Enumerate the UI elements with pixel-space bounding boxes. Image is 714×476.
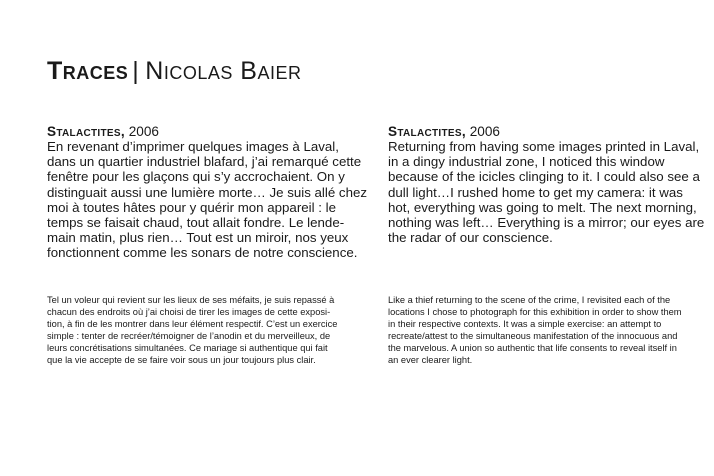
exhibition-statement-fr (47, 294, 372, 367)
text-line: moi à toutes hâtes pour y quérir mon appareil : le (47, 199, 336, 215)
text-line: locations I chose to photograph for this exhibition in order to show them (388, 307, 682, 318)
artwork-year-en: 2006 (469, 124, 500, 139)
artwork-year-fr: 2006 (128, 124, 159, 139)
text-line: Returning from having some images printed in Laval, (388, 139, 700, 154)
text-line: chacun des endroits où j’ai choisi de tirer les images de cette exposi- (47, 307, 331, 318)
text-line: recreate/attest to the simultaneous manifestation of the innocuous and (388, 331, 678, 342)
text-line: hot, everything was going to melt. The next morning, (388, 199, 697, 215)
artwork-title-en: Stalactites, (388, 124, 466, 139)
text-line: que la vie accepte de se faire voir sous un jour toujours plus clair. (47, 355, 316, 366)
text-line: nothing was left… Everything is a mirror; our eyes are (388, 215, 705, 231)
text-line: leurs concrétisations simultanées. Ce mariage si authentique qui fait (47, 343, 328, 354)
artwork-heading-fr (47, 124, 372, 139)
text-line: in their respective contexts. It was a simple exercise: an attempt to (388, 319, 662, 330)
text-line: dans un quartier industriel blafard, j’ai remarqué cette (47, 154, 362, 170)
french-text-column (47, 124, 372, 261)
text-line: main matin, plus rien… Tout est un miroir, nos yeux (47, 230, 349, 246)
text-line: because of the icicles clinging to it. I could also see a (388, 169, 700, 185)
text-line: an ever clearer light. (388, 355, 473, 366)
text-line: the marvelous. A union so authentic that life consents to reveal itself in (388, 343, 677, 354)
text-line: Tel un voleur qui revient sur les lieux de ses méfaits, je suis repassé à (47, 295, 335, 305)
text-line: fenêtre pour les glaçons qui s’y accrochaient. On y (47, 169, 345, 185)
exhibition-statement-en (388, 294, 713, 367)
text-line: simple : tenter de recréer/témoigner de l’anodin et du merveilleux, de (47, 331, 331, 342)
text-line: in a dingy industrial zone, I noticed this window (388, 154, 665, 170)
artwork-title-fr: Stalactites, (47, 124, 125, 139)
text-line: dull light…I rushed home to get my camera: it was (388, 184, 683, 200)
text-line: Like a thief returning to the scene of the crime, I revisited each of the (388, 295, 671, 305)
artist-name: Nicolas Baier (145, 57, 302, 85)
work-title: Traces (47, 57, 129, 85)
artwork-description-en (388, 139, 713, 245)
text-line: distinguait aussi une lumière morte… Je suis allé chez (47, 184, 368, 200)
page-title (47, 56, 302, 86)
title-separator: | (132, 57, 140, 85)
text-line: the radar of our conscience. (388, 230, 553, 246)
text-line: tion, à fin de les montrer dans leur élément respectif. C’est un exercice (47, 319, 338, 330)
text-line: temps se faisait chaud, tout allait fondre. Le lende- (47, 215, 345, 231)
artwork-description-fr (47, 139, 372, 261)
text-line: fonctionnent comme les sonars de notre conscience. (47, 245, 358, 261)
english-text-column (388, 124, 713, 245)
artwork-heading-en (388, 124, 713, 139)
text-line: En revenant d’imprimer quelques images à Laval, (47, 139, 339, 154)
